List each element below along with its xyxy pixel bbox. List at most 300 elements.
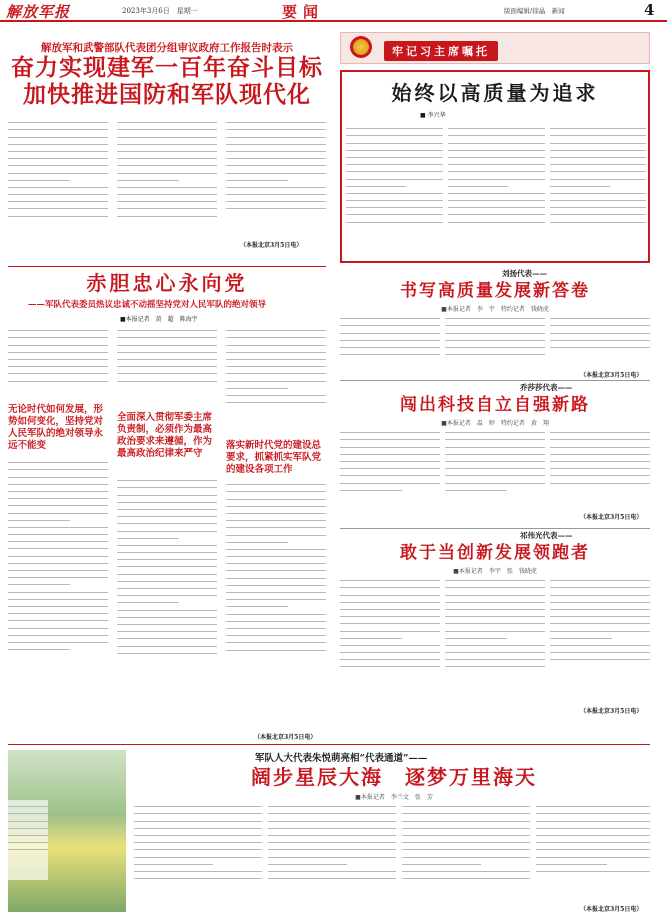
text-line: [117, 635, 217, 639]
feature-byline: ■ 李兴华: [420, 112, 446, 119]
text-line: [340, 351, 440, 355]
text-line: [8, 148, 108, 152]
text-line: [8, 155, 108, 159]
story3-pre: 祁伟光代表——: [520, 531, 573, 540]
text-line: [536, 810, 650, 814]
text-line: [8, 327, 108, 331]
text-line: [550, 451, 650, 455]
text-line: [445, 465, 545, 469]
text-line: [445, 620, 545, 624]
text-line: [550, 436, 650, 440]
text-line: [268, 875, 396, 879]
text-line: [536, 861, 607, 865]
text-line: [8, 342, 108, 346]
text-line: [445, 351, 545, 355]
feature-body-col1: [346, 122, 443, 258]
bottom-byline: ■本报记者 李兰文 张 芳: [355, 794, 433, 801]
text-line: [550, 154, 646, 158]
text-line: [117, 349, 217, 353]
divider: [8, 266, 326, 267]
text-line: [8, 126, 108, 130]
text-line: [340, 592, 440, 596]
text-line: [340, 444, 440, 448]
text-line: [340, 472, 440, 476]
text-line: [134, 868, 262, 872]
story1-title: 书写高质量发展新答卷: [400, 281, 590, 301]
text-line: [402, 810, 530, 814]
text-line: [448, 183, 508, 187]
text-line: [134, 825, 262, 829]
feature-title: 始终以高质量为追求: [391, 81, 599, 105]
text-line: [445, 663, 545, 667]
text-line: [448, 197, 545, 201]
text-line: [8, 545, 108, 549]
text-line: [117, 134, 217, 138]
bottom-col1: [134, 800, 262, 912]
text-line: [550, 606, 650, 610]
text-line: [8, 846, 48, 850]
second-subtitle: ——军队代表委员热议忠诚不动摇坚持党对人民军队的绝对领导: [28, 300, 267, 310]
text-line: [268, 818, 396, 822]
text-line: [346, 183, 406, 187]
text-line: [445, 628, 545, 632]
text-line: [8, 517, 70, 521]
text-line: [448, 140, 545, 144]
text-line: [340, 480, 440, 484]
text-line: [117, 563, 217, 567]
text-line: [340, 465, 440, 469]
text-line: [346, 211, 443, 215]
story2-col2: [445, 426, 545, 522]
text-line: [340, 606, 440, 610]
text-line: [226, 378, 326, 382]
text-line: [226, 632, 326, 636]
text-line: [448, 190, 545, 194]
lead-title-line2: 加快推进国防和军队现代化: [23, 81, 311, 108]
text-line: [340, 635, 402, 639]
text-line: [226, 503, 326, 507]
text-line: [8, 459, 108, 463]
text-line: [117, 198, 217, 202]
text-line: [550, 204, 646, 208]
text-line: [8, 553, 108, 557]
divider: [340, 528, 650, 529]
text-line: [402, 861, 481, 865]
text-line: [346, 140, 443, 144]
text-line: [117, 506, 217, 510]
text-line: [346, 204, 443, 208]
text-line: [445, 649, 545, 653]
text-line: [536, 803, 650, 807]
text-line: [8, 524, 108, 528]
text-line: [550, 322, 650, 326]
text-line: [117, 643, 217, 647]
text-line: [402, 832, 530, 836]
text-line: [117, 592, 217, 596]
text-line: [226, 589, 326, 593]
text-line: [550, 125, 646, 129]
text-line: [536, 818, 650, 822]
text-line: [268, 832, 396, 836]
text-line: [117, 184, 217, 188]
text-line: [117, 607, 217, 611]
text-line: [117, 191, 217, 195]
text-line: [448, 176, 545, 180]
text-line: [550, 132, 646, 136]
text-line: [117, 599, 179, 603]
text-line: [226, 625, 326, 629]
masthead: [0, 0, 667, 22]
text-line: [448, 147, 545, 151]
text-line: [226, 119, 326, 123]
text-line: [8, 495, 108, 499]
text-line: [448, 211, 545, 215]
photo-caption-area: [8, 800, 48, 880]
text-line: [340, 663, 440, 667]
text-line: [226, 155, 326, 159]
text-line: [445, 613, 545, 617]
text-line: [134, 854, 262, 858]
story2-col3: [550, 426, 650, 506]
text-line: [8, 363, 108, 367]
text-line: [226, 349, 326, 353]
text-line: [8, 370, 108, 374]
second-body-col2a: [117, 324, 217, 408]
text-line: [448, 125, 545, 129]
text-line: [8, 510, 108, 514]
text-line: [117, 370, 217, 374]
text-line: [340, 642, 440, 646]
text-line: [8, 141, 108, 145]
text-line: [340, 458, 440, 462]
text-line: [117, 177, 179, 181]
text-line: [340, 577, 440, 581]
text-line: [550, 190, 646, 194]
text-line: [8, 632, 108, 636]
second-end-note: （本报北京3月5日电）: [254, 734, 317, 741]
text-line: [445, 330, 545, 334]
text-line: [346, 197, 443, 201]
text-line: [550, 584, 650, 588]
text-line: [226, 481, 326, 485]
text-line: [8, 474, 108, 478]
text-line: [550, 197, 646, 201]
story2-col1: [340, 426, 440, 522]
text-line: [445, 480, 545, 484]
text-line: [226, 532, 326, 536]
text-line: [550, 444, 650, 448]
text-line: [8, 603, 108, 607]
text-line: [226, 162, 326, 166]
text-line: [117, 356, 217, 360]
text-line: [448, 219, 545, 223]
text-line: [550, 344, 650, 348]
text-line: [8, 334, 108, 338]
text-line: [8, 170, 108, 174]
text-line: [536, 846, 650, 850]
text-line: [445, 344, 545, 348]
story3-title: 敢于当创新发展领跑者: [400, 543, 590, 563]
text-line: [445, 337, 545, 341]
text-line: [445, 315, 545, 319]
text-line: [402, 868, 530, 872]
text-line: [117, 141, 217, 145]
text-line: [445, 599, 545, 603]
text-line: [340, 487, 402, 491]
text-line: [8, 531, 108, 535]
text-line: [550, 183, 610, 187]
text-line: [226, 370, 326, 374]
text-line: [445, 487, 507, 491]
text-line: [445, 606, 545, 610]
text-line: [117, 378, 217, 382]
text-line: [448, 168, 545, 172]
text-line: [340, 322, 440, 326]
text-line: [134, 861, 213, 865]
text-line: [226, 539, 288, 543]
text-line: [550, 458, 650, 462]
second-subhead-2: 全面深入贯彻军委主席负责制，必须作为最高政治要求来遵循，作为最高政治纪律来严守: [117, 412, 213, 459]
text-line: [226, 618, 326, 622]
text-line: [117, 477, 217, 481]
text-line: [550, 429, 650, 433]
text-line: [117, 528, 217, 532]
text-line: [268, 861, 347, 865]
lead-body-col1: [8, 116, 108, 248]
text-line: [8, 567, 108, 571]
text-line: [445, 584, 545, 588]
text-line: [134, 832, 262, 836]
text-line: [8, 191, 108, 195]
text-line: [117, 650, 217, 654]
text-line: [8, 356, 108, 360]
text-line: [402, 875, 530, 879]
text-line: [448, 204, 545, 208]
lead-body-col3: [226, 116, 326, 238]
second-title: 赤胆忠心永向党: [86, 271, 248, 295]
text-line: [402, 818, 530, 822]
text-line: [550, 656, 650, 660]
story2-pre: 乔莎莎代表——: [520, 383, 573, 392]
text-line: [226, 647, 326, 651]
text-line: [117, 614, 217, 618]
text-line: [8, 810, 48, 814]
text-line: [8, 134, 108, 138]
text-line: [8, 596, 108, 600]
text-line: [550, 620, 650, 624]
text-line: [8, 488, 108, 492]
text-line: [340, 656, 440, 660]
text-line: [226, 126, 326, 130]
text-line: [445, 436, 545, 440]
text-line: [536, 854, 650, 858]
text-line: [550, 577, 650, 581]
text-line: [226, 603, 288, 607]
text-line: [226, 560, 326, 564]
text-line: [226, 575, 326, 579]
text-line: [8, 825, 48, 829]
text-line: [117, 327, 217, 331]
text-line: [226, 496, 326, 500]
second-body-col3b: [226, 478, 326, 730]
text-line: [550, 147, 646, 151]
text-line: [226, 342, 326, 346]
text-line: [536, 825, 650, 829]
text-line: [226, 170, 326, 174]
text-line: [117, 148, 217, 152]
bottom-end: （本报北京3月5日电）: [580, 906, 643, 913]
text-line: [340, 451, 440, 455]
text-line: [117, 119, 217, 123]
text-line: [346, 132, 443, 136]
text-line: [8, 502, 108, 506]
second-body-col1a: [8, 324, 108, 400]
text-line: [117, 585, 217, 589]
text-line: [340, 344, 440, 348]
text-line: [8, 481, 108, 485]
text-line: [117, 535, 179, 539]
text-line: [226, 524, 326, 528]
text-line: [340, 337, 440, 341]
story1-byline: ■本报记者 李 宇 特约记者 钱晓虎: [441, 306, 549, 313]
newspaper-logo: 解放军报: [6, 3, 71, 21]
text-line: [346, 168, 443, 172]
text-line: [117, 499, 217, 503]
text-line: [8, 560, 108, 564]
text-line: [226, 184, 326, 188]
text-line: [134, 846, 262, 850]
text-line: [8, 803, 48, 807]
text-line: [402, 839, 530, 843]
text-line: [346, 219, 443, 223]
bottom-col2: [268, 800, 396, 912]
text-line: [8, 839, 48, 843]
text-line: [8, 162, 108, 166]
text-line: [536, 868, 650, 872]
second-subhead-1: 无论时代如何发展，形势如何变化，坚持党对人民军队的绝对领导永远不能变: [8, 404, 104, 451]
text-line: [117, 578, 217, 582]
text-line: [340, 649, 440, 653]
story3-col1: [340, 574, 440, 714]
text-line: [550, 337, 650, 341]
text-line: [445, 592, 545, 596]
text-line: [340, 613, 440, 617]
text-line: [340, 584, 440, 588]
text-line: [117, 542, 217, 546]
story2-title: 闯出科技自立自强新路: [400, 395, 590, 415]
text-line: [8, 625, 108, 629]
text-line: [402, 854, 530, 858]
text-line: [8, 589, 108, 593]
second-body-col1b: [8, 456, 108, 738]
text-line: [117, 170, 217, 174]
lead-title-line1: 奋力实现建军一百年奋斗目标: [11, 54, 323, 81]
page-editor: 版面编辑/徐晶 新闻: [504, 7, 565, 15]
text-line: [8, 832, 48, 836]
feature-body-col3: [550, 122, 646, 258]
bottom-title: 阔步星辰大海 逐梦万里海天: [251, 765, 537, 789]
story1-col3: [550, 312, 650, 364]
text-line: [550, 642, 650, 646]
text-line: [536, 832, 650, 836]
text-line: [346, 161, 443, 165]
text-line: [8, 581, 70, 585]
text-line: [550, 628, 650, 632]
text-line: [226, 639, 326, 643]
second-byline: ■本报记者 黄 超 陈海宇: [120, 316, 198, 323]
text-line: [226, 205, 326, 209]
text-line: [8, 205, 108, 209]
text-line: [402, 846, 530, 850]
text-line: [8, 198, 108, 202]
divider: [340, 380, 650, 381]
text-line: [550, 219, 646, 223]
text-line: [226, 385, 288, 389]
text-line: [346, 190, 443, 194]
text-line: [226, 567, 326, 571]
text-line: [117, 571, 217, 575]
text-line: [117, 513, 217, 517]
text-line: [268, 803, 396, 807]
text-line: [268, 810, 396, 814]
text-line: [268, 868, 396, 872]
text-line: [226, 141, 326, 145]
text-line: [117, 556, 217, 560]
text-line: [550, 649, 650, 653]
story1-end: （本报北京3月5日电）: [580, 372, 643, 379]
text-line: [445, 458, 545, 462]
text-line: [117, 155, 217, 159]
text-line: [550, 599, 650, 603]
text-line: [117, 126, 217, 130]
story1-pre: 刘扬代表——: [502, 269, 547, 278]
feature-body-col2: [448, 122, 545, 258]
text-line: [226, 148, 326, 152]
lead-body-col2: [117, 116, 217, 248]
story1-col1: [340, 312, 440, 376]
bottom-col4: [536, 800, 650, 900]
text-line: [8, 574, 108, 578]
text-line: [226, 546, 326, 550]
emblem-icon: [350, 36, 372, 58]
text-line: [550, 635, 612, 639]
text-line: [8, 119, 108, 123]
text-line: [226, 177, 288, 181]
text-line: [226, 596, 326, 600]
text-line: [346, 154, 443, 158]
text-line: [117, 342, 217, 346]
text-line: [268, 839, 396, 843]
text-line: [550, 176, 646, 180]
text-line: [448, 132, 545, 136]
story3-col2: [445, 574, 545, 714]
text-line: [550, 592, 650, 596]
text-line: [445, 642, 545, 646]
text-line: [445, 635, 507, 639]
text-line: [117, 628, 217, 632]
text-line: [550, 472, 650, 476]
text-line: [536, 839, 650, 843]
text-line: [226, 392, 326, 396]
text-line: [134, 875, 262, 879]
text-line: [268, 846, 396, 850]
text-line: [550, 211, 646, 215]
text-line: [445, 451, 545, 455]
text-line: [340, 599, 440, 603]
text-line: [445, 429, 545, 433]
text-line: [550, 140, 646, 144]
bottom-kicker: 军队人大代表朱悦萌亮相“代表通道”——: [255, 753, 428, 764]
